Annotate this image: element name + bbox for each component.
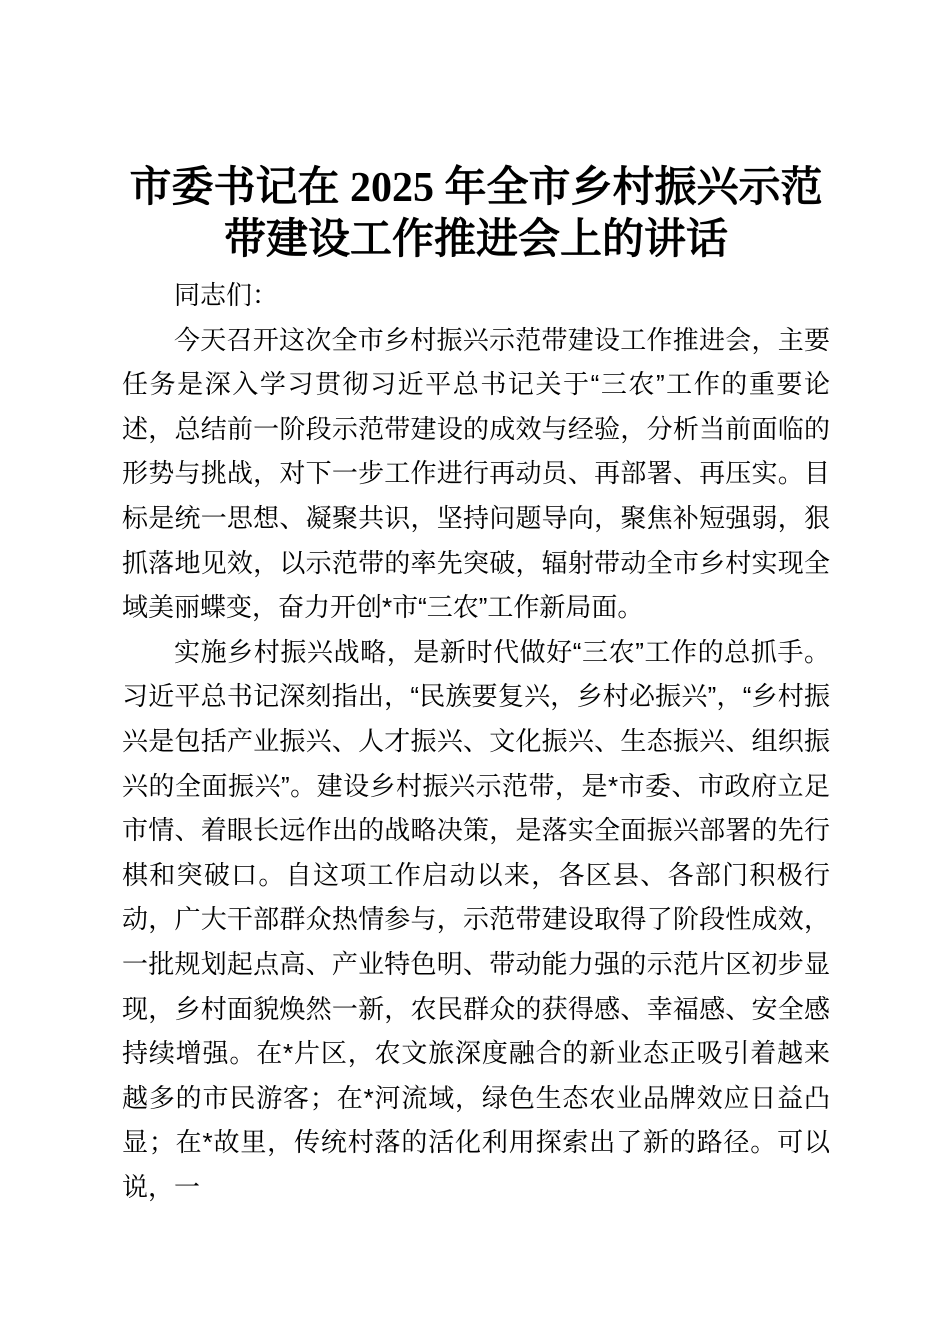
title-line-1: 市委书记在 2025 年全市乡村振兴示范 [129, 165, 823, 211]
document-title [122, 162, 830, 266]
salutation: 同志们： [174, 280, 279, 310]
paragraph-2: 实施乡村振兴战略，是新时代做好“三农”工作的总抓手。习近平总书记深刻指出，“民族要复兴，乡村必振兴”，“乡村振兴是包括产业振兴、人才振兴、文化振兴、生态振兴、组织振兴的全面振兴”。建设乡村振兴示范带，是*市委、市政府立足市情、着眼长远作出的战略决策，是落实全面振兴部署的先行棋和突破口。自这项工作启动以来，各区县、各部门积极行动，广大干部群众热情参与，示范带建设取得了阶段性成效，一批规划起点高、产业特色明、带动能力强的示范片区初步显现，乡村面貌焕然一新，农民群众的获得感、幸福感、安全感持续增强。在*片区，农文旅深度融合的新业态正吸引着越来越多的市民游客；在*河流域，绿色生态农业品牌效应日益凸显；在*故里，传统村落的活化利用探索出了新的路径。可以说，一 [122, 636, 830, 1202]
title-line-2: 带建设工作推进会上的讲话 [223, 217, 728, 263]
document-body [122, 273, 830, 1209]
paragraph-1: 今天召开这次全市乡村振兴示范带建设工作推进会，主要任务是深入学习贯彻习近平总书记关于“三农”工作的重要论述，总结前一阶段示范带建设的成效与经验，分析当前面临的形势与挑战，对下一步工作进行再动员、再部署、再压实。目标是统一思想、凝聚共识，坚持问题导向，聚焦补短强弱，狠抓落地见效，以示范带的率先突破，辐射带动全市乡村实现全域美丽蝶变，奋力开创*市“三农”工作新局面。 [122, 324, 830, 623]
